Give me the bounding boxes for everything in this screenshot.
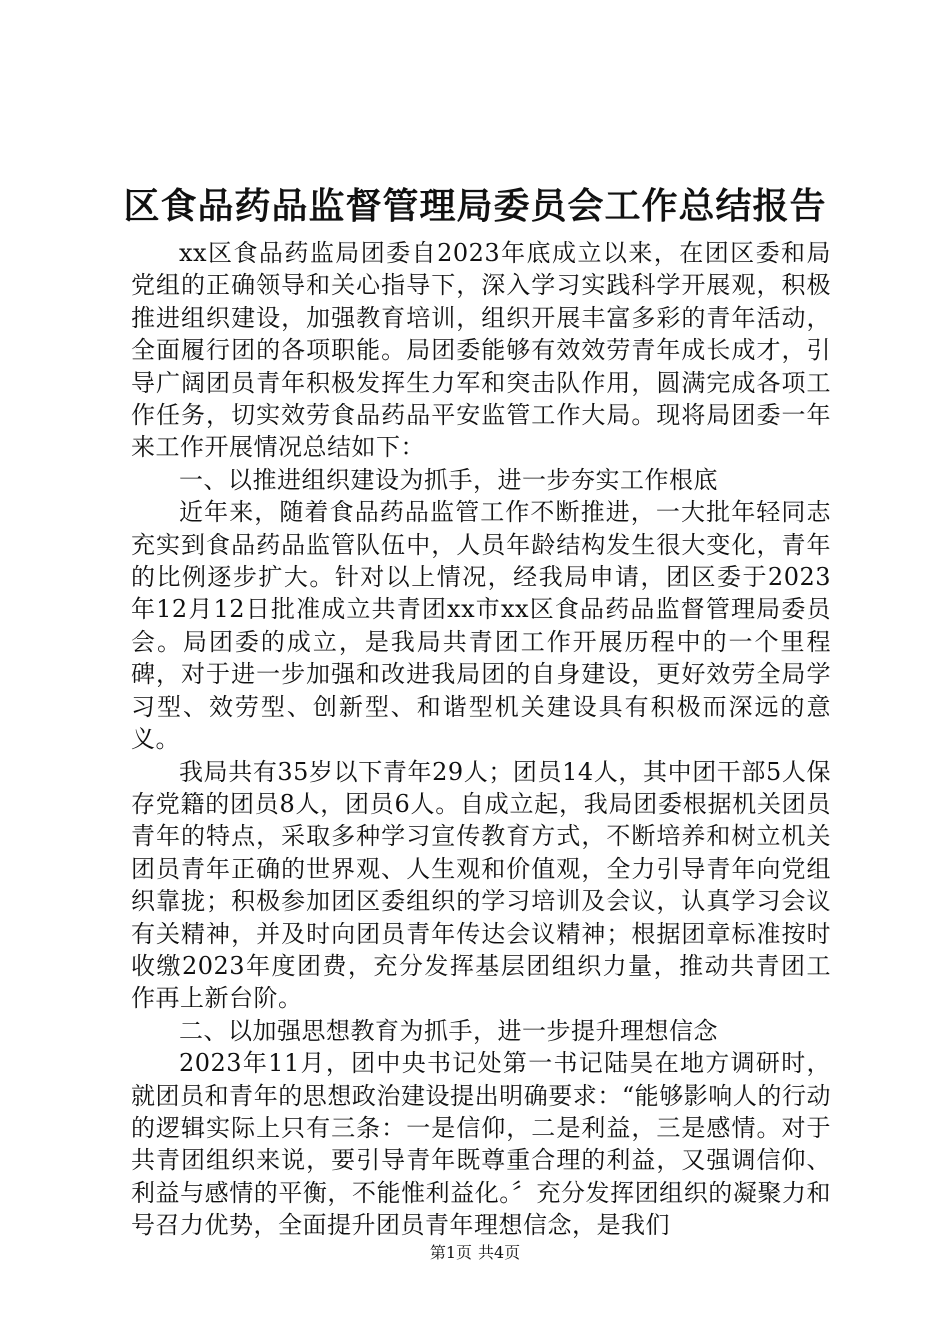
section-heading-1: 一、以推进组织建设为抓手，进一步夯实工作根底 xyxy=(179,465,718,494)
page-count: 共4页 xyxy=(478,1243,521,1262)
paragraph-section-1-b: 我局共有35岁以下青年29人；团员14人，其中团干部5人保存党籍的团员8人，团员6人。自成立起，我局团委根据机关团员青年的特点，采取多种学习宣传教育方式，不断培养和树立机关团员青年正确的世界观、人生观和价值观，全力引导青年向党组织靠拢；积极参加团区委组织的学习培训及会议，认真学习会议有关精神，并及时向团员青年传达会议精神；根据团章标准按时收缴2023年度团费，充分发挥基层团组织力量，推动共青团工作再上新台阶。 xyxy=(131,757,831,1013)
document-title: 区食品药品监督管理局委员会工作总结报告 xyxy=(123,186,827,227)
section-heading-2: 二、以加强思想教育为抓手，进一步提升理想信念 xyxy=(179,1016,718,1045)
page-footer xyxy=(0,1242,950,1264)
page-number: 第1页 xyxy=(429,1243,472,1262)
paragraph-intro: xx区食品药监局团委自2023年底成立以来，在团区委和局党组的正确领导和关心指导下，深入学习实践科学开展观，积极推进组织建设，加强教育培训，组织开展丰富多彩的青年活动，全面履行团的各项职能。局团委能够有效效劳青年成长成才，引导广阔团员青年积极发挥生力军和突击队作用，圆满完成各项工作任务，切实效劳食品药品平安监管工作大局。现将局团委一年来工作开展情况总结如下： xyxy=(131,239,831,462)
paragraph-section-2-a: 2023年11月，团中央书记处第一书记陆昊在地方调研时，就团员和青年的思想政治建设提出明确要求：“能够影响人的行动的逻辑实际上只有三条：一是信仰，二是利益，三是感情。对于共青团组织来说，要引导青年既尊重合理的利益，又强调信仰、利益与感情的平衡，不能惟利益化。〞充分发挥团组织的凝聚力和号召力优势，全面提升团员青年理想信念，是我们 xyxy=(131,1049,831,1240)
document-body xyxy=(131,237,831,1242)
paragraph-section-1-a: 近年来，随着食品药品监管工作不断推进，一大批年轻同志充实到食品药品监管队伍中，人员年龄结构发生很大变化，青年的比例逐步扩大。针对以上情况，经我局申请，团区委于2023年12月12日批准成立共青团xx市xx区食品药品监督管理局委员会。局团委的成立，是我局共青团工作开展历程中的一个里程碑，对于进一步加强和改进我局团的自身建设，更好效劳全局学习型、效劳型、创新型、和谐型机关建设具有积极而深远的意义。 xyxy=(131,498,831,754)
